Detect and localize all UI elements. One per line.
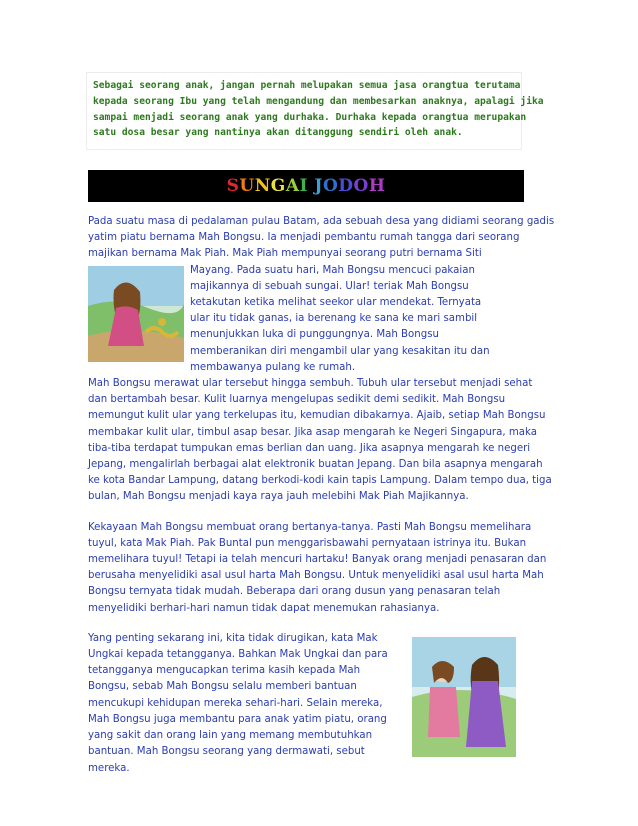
text-line: ketakutan ketika melihat seekor ular mendekat. Ternyata xyxy=(190,297,482,309)
text-line: memungut kulit ular yang terkelupas itu, kemudian dibakarnya. Ajaib, setiap Mah Bongsu xyxy=(88,410,546,422)
text-line: Bongsu ternyata tidak mudah. Beberapa dari orang dusun yang penasaran telah xyxy=(88,586,501,598)
moral-box xyxy=(86,72,544,150)
text-line: memberanikan diri mengambil ular yang kesakitan itu dan xyxy=(190,345,490,357)
title-letter: A xyxy=(285,176,300,196)
title-letter: D xyxy=(338,176,354,196)
text-line: yang sakit dan orang lain yang memang membutuhkan xyxy=(88,730,373,742)
text-line: Jepang, mengalirlah berbagai alat elektronik buatan Jepang. Dan bila asapnya mengarah xyxy=(88,459,543,471)
text-line: Mah Bongsu juga membantu para anak yatim piatu, orang xyxy=(88,713,387,725)
story-body xyxy=(88,214,555,777)
title-letter: O xyxy=(353,176,369,196)
story-title xyxy=(227,176,386,196)
text-line: Pada suatu masa di pedalaman pulau Batam, ada sebuah desa yang didiami seorang gadis xyxy=(88,216,555,227)
text-line: bantuan. Mah Bongsu seorang yang dermawati, sebut xyxy=(88,746,365,758)
text-line: tetangganya mengucapkan terima kasih kepada Mah xyxy=(88,665,361,677)
women-illustration xyxy=(412,637,516,757)
moral-line: kepada seorang Ibu yang telah mengandung dan membesarkan anaknya, apalagi jika xyxy=(93,95,544,107)
text-line: Kekayaan Mah Bongsu membuat orang bertanya-tanya. Pasti Mah Bongsu memelihara xyxy=(88,521,532,533)
paragraph-1 xyxy=(88,214,555,263)
text-line: ular itu tidak ganas, ia berenang ke sana ke mari sambil xyxy=(190,313,478,325)
text-line: menunjukkan luka di punggungnya. Mah Bongsu xyxy=(190,329,439,341)
text-line: menyelidiki berhari-hari namun tidak dapat menemukan rahasianya. xyxy=(88,602,440,614)
title-bar xyxy=(88,170,524,202)
title-letter: O xyxy=(322,176,339,196)
title-letter: N xyxy=(254,176,271,196)
text-line: tiba-tiba terdapat tumpukan emas berlian dan uang. Jika asapnya mengarah ke negeri xyxy=(88,442,531,454)
title-letter: G xyxy=(270,176,286,196)
text-line: membawanya pulang ke rumah. xyxy=(190,361,356,373)
text-line: Mah Bongsu merawat ular tersebut hingga sembuh. Tubuh ular tersebut menjadi sehat xyxy=(88,378,533,390)
paragraph-3 xyxy=(88,631,520,777)
text-line: dan bertambah besar. Kulit luarnya mengelupas sedikit demi sedikit. Mah Bongsu xyxy=(88,394,506,406)
text-line: mencukupi kehidupan mereka sehari-hari. Selain mereka, xyxy=(88,697,383,709)
text-line: majikannya di sebuah sungai. Ular! teriak Mah Bongsu xyxy=(190,280,469,292)
text-line: membakar kulit ular, timbul asap besar. Jika asap mengarah ke Negeri Singapura, maka xyxy=(88,426,537,438)
moral-line: sampai menjadi seorang anak yang durhaka. Durhaka kepada orangtua merupakan xyxy=(93,111,527,123)
paragraph-2 xyxy=(88,520,547,617)
title-letter: U xyxy=(239,176,255,196)
title-letter: I xyxy=(299,176,308,196)
moral-text xyxy=(93,78,544,141)
girl-with-snake-illustration xyxy=(88,266,184,362)
text-line: memelihara tuyul! Tetapi ia telah mencuri hartaku! Banyak orang menjadi penasaran dan xyxy=(88,554,547,566)
text-line: Ungkai kepada tetangganya. Bahkan Mak Ungkai dan para xyxy=(88,649,388,661)
moral-line: Sebagai seorang anak, jangan pernah melupakan semua jasa orangtua terutama xyxy=(93,80,521,91)
text-line: ke kota Bandar Lampung, datang berkodi-kodi kain tapis Lampung. Dalam tempo dua, tiga xyxy=(88,475,552,487)
text-line: berusaha menyelidiki asal usul harta Mah Bongsu. Untuk menyelidiki asal usul harta Mah xyxy=(88,570,544,582)
text-line: Bongsu, sebab Mah Bongsu selalu memberi bantuan xyxy=(88,681,357,693)
paragraph-1-continued xyxy=(88,376,552,506)
title-letter: H xyxy=(368,176,386,196)
text-line: majikan bernama Mak Piah. Mak Piah mempunyai seorang putri bernama Siti xyxy=(88,248,482,260)
text-line: yatim piatu bernama Mah Bongsu. Ia menjadi pembantu rumah tangga dari seorang xyxy=(88,232,520,244)
wrapped-section xyxy=(88,263,520,376)
text-line: tuyul, kata Mak Piah. Pak Buntal pun menggarisbawahi pernyataan istrinya itu. Bukan xyxy=(88,537,527,549)
wrapped-text xyxy=(190,263,520,376)
text-line: Yang penting sekarang ini, kita tidak dirugikan, kata Mak xyxy=(88,632,378,644)
moral-line: satu dosa besar yang nantinya akan ditanggung sendiri oleh anak. xyxy=(93,127,463,139)
text-line: Mayang. Pada suatu hari, Mah Bongsu mencuci pakaian xyxy=(190,264,475,276)
text-line: bulan, Mah Bongsu menjadi kaya raya jauh melebihi Mak Piah Majikannya. xyxy=(88,491,469,503)
text-line: mereka. xyxy=(88,762,130,774)
title-letter: S xyxy=(226,176,240,196)
title-letter: J xyxy=(314,176,323,196)
